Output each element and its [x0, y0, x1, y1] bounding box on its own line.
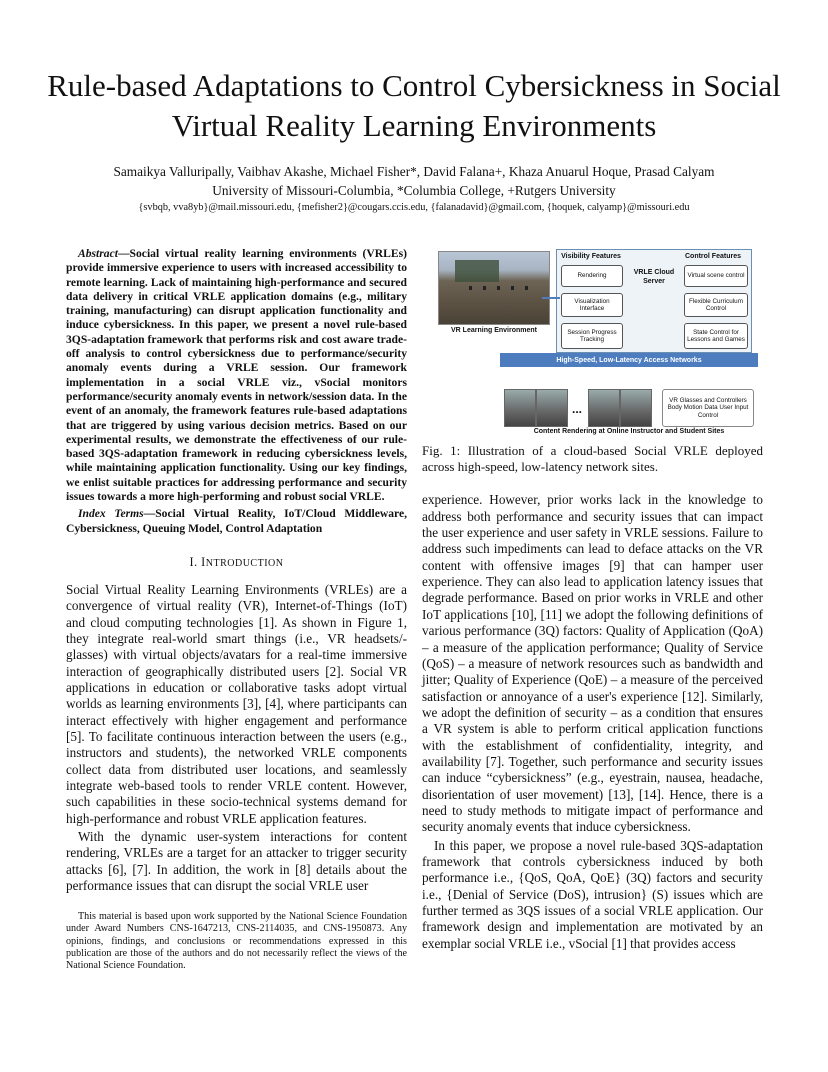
index-terms-text: —Social Virtual Reality, IoT/Cloud Middleware, Cybersickness, Queuing Model, Control Adaptation: [66, 507, 407, 535]
figure-1-caption: Fig. 1: Illustration of a cloud-based Social VRLE deployed across high-speed, low-latency network sites.: [422, 443, 763, 475]
author-block: [40, 162, 788, 200]
site-photo-4: [620, 389, 652, 427]
figure-1: [428, 247, 758, 437]
devices-box: VR Glasses and Controllers Body Motion Data User Input Control: [662, 389, 754, 427]
funding-footnote: This material is based upon work supported by the National Science Foundation under Award Numbers CNS-1647213, CNS-2114035, and CNS-1950873. Any opinions, findings, and conclusions or recommendations expressed in this publication are those of the authors and do not necessarily reflect the views of the National Science Foundation.: [66, 911, 407, 972]
ctrl-item-curriculum: Flexible Curriculum Control: [684, 293, 748, 317]
network-band: High-Speed, Low-Latency Access Networks: [500, 353, 758, 367]
right-paragraph-1: experience. However, prior works lack in the knowledge to address both performance and security issues that can impact the user experience and user safety in VRLE sessions. Failure to address such impediments can lead to deface attacks on the VR content with offensive images [9] that can hamper user experience. They can also lead to application latency issues that degrade performance. Based on prior works in VRLE and other IoT applications [10], [11] we adopt the following definitions of various performance (3Q) factors: Quality of Application (QoA) – a measure of the application performance; Quality of Service (QoS) – a measure of network resources such as bandwidth and jitter; Quality of Experience (QoE) – a measure of the perceived satisfaction or annoyance of a user's experience [12]. Similarly, we adopt the definition of security – as a condition that ensures a VR system is able to perform critical application functions with the establishment of confidentiality, integrity, and availability [7]. Together, such performance and security issues can induce “cybersickness” (e.g., eyestrain, nausea, headache, disorientation of user movement) [13], [14]. Hence, there is a need to study methods to mitigate impact of performance and security anomaly events that induce cybersickness.: [422, 492, 763, 835]
vr-env-label: VR Learning Environment: [451, 327, 537, 334]
ctrl-item-state: State Control for Lessons and Games: [684, 323, 748, 349]
index-terms-lead: Index Terms: [78, 507, 144, 521]
abstract-text: —Social virtual reality learning environments (VRLEs) provide immersive experience to users with increased accessibility to remote learning. Lack of maintaining high-performance and secured data delivery in critical VRLE application domains (e.g., military training, manufacturing) can disrupt application functionality and induce cybersickness. In this paper, we present a novel rule-based 3QS-adaptation framework that performs risk and cost aware trade-off analysis to control cybersickness due to performance/security anomaly events during a VRLE session. Our framework implementation in a social VRLE viz., vSocial monitors performance/security anomaly events in network/session data. In the event of an anomaly, the framework features rule-based adaptations that are triggered by using various decision metrics. Based on our experimental results, we demonstrate the effectiveness of our rule-based 3QS-adaptation framework in reducing cybersickness levels, while maintaining application functionality. Using our key findings, we enlist suitable practices for addressing performance and security issues towards a more high-performing and robust social VRLE.: [66, 247, 407, 504]
site-photo-2: [536, 389, 568, 427]
abstract-lead: Abstract: [78, 247, 118, 260]
visibility-title: Visibility Features: [561, 253, 621, 260]
sites-label: Content Rendering at Online Instructor and Student Sites: [533, 428, 725, 435]
vis-item-session: Session Progress Tracking: [561, 323, 623, 349]
section-title: NTRODUCTION: [205, 557, 284, 569]
right-paragraph-2: In this paper, we propose a novel rule-based 3QS-adaptation framework that controls cybersickness induced by both performance i.e., {QoS, QoA, QoE} (3Q) factors and security i.e., {Denial of Service (DoS), intrusion} (S) issues which are further termed as 3QS issues of a social VRLE application. Our framework design and implementation are motivated by an exemplar social VRLE i.e., vSocial [1] that provides access: [422, 837, 763, 951]
intro-paragraph-2: With the dynamic user-system interactions for content rendering, VRLEs are a target for an attacker to trigger security attacks [6], [7]. In addition, the work in [8] details about the performance issues that can disrupt the social VRLE user: [66, 829, 407, 894]
intro-paragraph-1: Social Virtual Reality Learning Environments (VRLEs) are a convergence of virtual reality (VR), Internet-of-Things (IoT) and cloud computing technologies [1]. As shown in Figure 1, they integrate real-world smart things (i.e., VR headsets/-glasses) with virtual objects/avatars for a real-time immersive interaction of geographically distributed users [2]. Social VR applications in education or collaborative tasks adopt virtual worlds as learning environments [3], [4], where participants can interact effectively with higher engagement and performance [5]. To facilitate continuous interaction between the users (e.g., instructors and students), the networked VRLE components collect data from distributed user locations, and seamlessly integrate web-based tools to render VRLE content. However, such capabilities in these socio-technical systems demand for high-performance and robust VRLE application features.: [66, 581, 407, 826]
vis-item-visualization: Visualization Interface: [561, 293, 623, 317]
index-terms: [66, 507, 407, 536]
paper-title: Rule-based Adaptations to Control Cybersickness in Social Virtual Reality Learning Environments: [47, 68, 781, 143]
link-arrow: [542, 297, 560, 299]
site-photo-3: [588, 389, 620, 427]
ellipsis: ...: [571, 402, 582, 416]
author-emails: {svbqb, vva8yb}@mail.missouri.edu, {mefisher2}@cougars.ccis.edu, {falanadavid}@gmail.com, {hoquek, calyamp}@missouri.edu: [138, 202, 690, 213]
vis-item-rendering: Rendering: [561, 265, 623, 287]
server-label: VRLE Cloud Server: [633, 269, 675, 285]
right-column: [422, 247, 763, 952]
section-heading-introduction: [66, 555, 407, 570]
site-photo-1: [504, 389, 536, 427]
vr-environment-image: [438, 251, 550, 325]
author-list: Samaikya Valluripally, Vaibhav Akashe, Michael Fisher*, David Falana+, Khaza Anuarul Hoque, Prasad Calyam: [113, 164, 715, 179]
left-column: [66, 247, 407, 894]
section-numeral: I. I: [189, 554, 206, 569]
abstract: [66, 247, 407, 504]
affiliations: University of Missouri-Columbia, *Columbia College, +Rutgers University: [212, 183, 616, 198]
control-title: Control Features: [684, 253, 741, 260]
ctrl-item-scene: Virtual scene control: [684, 265, 748, 287]
